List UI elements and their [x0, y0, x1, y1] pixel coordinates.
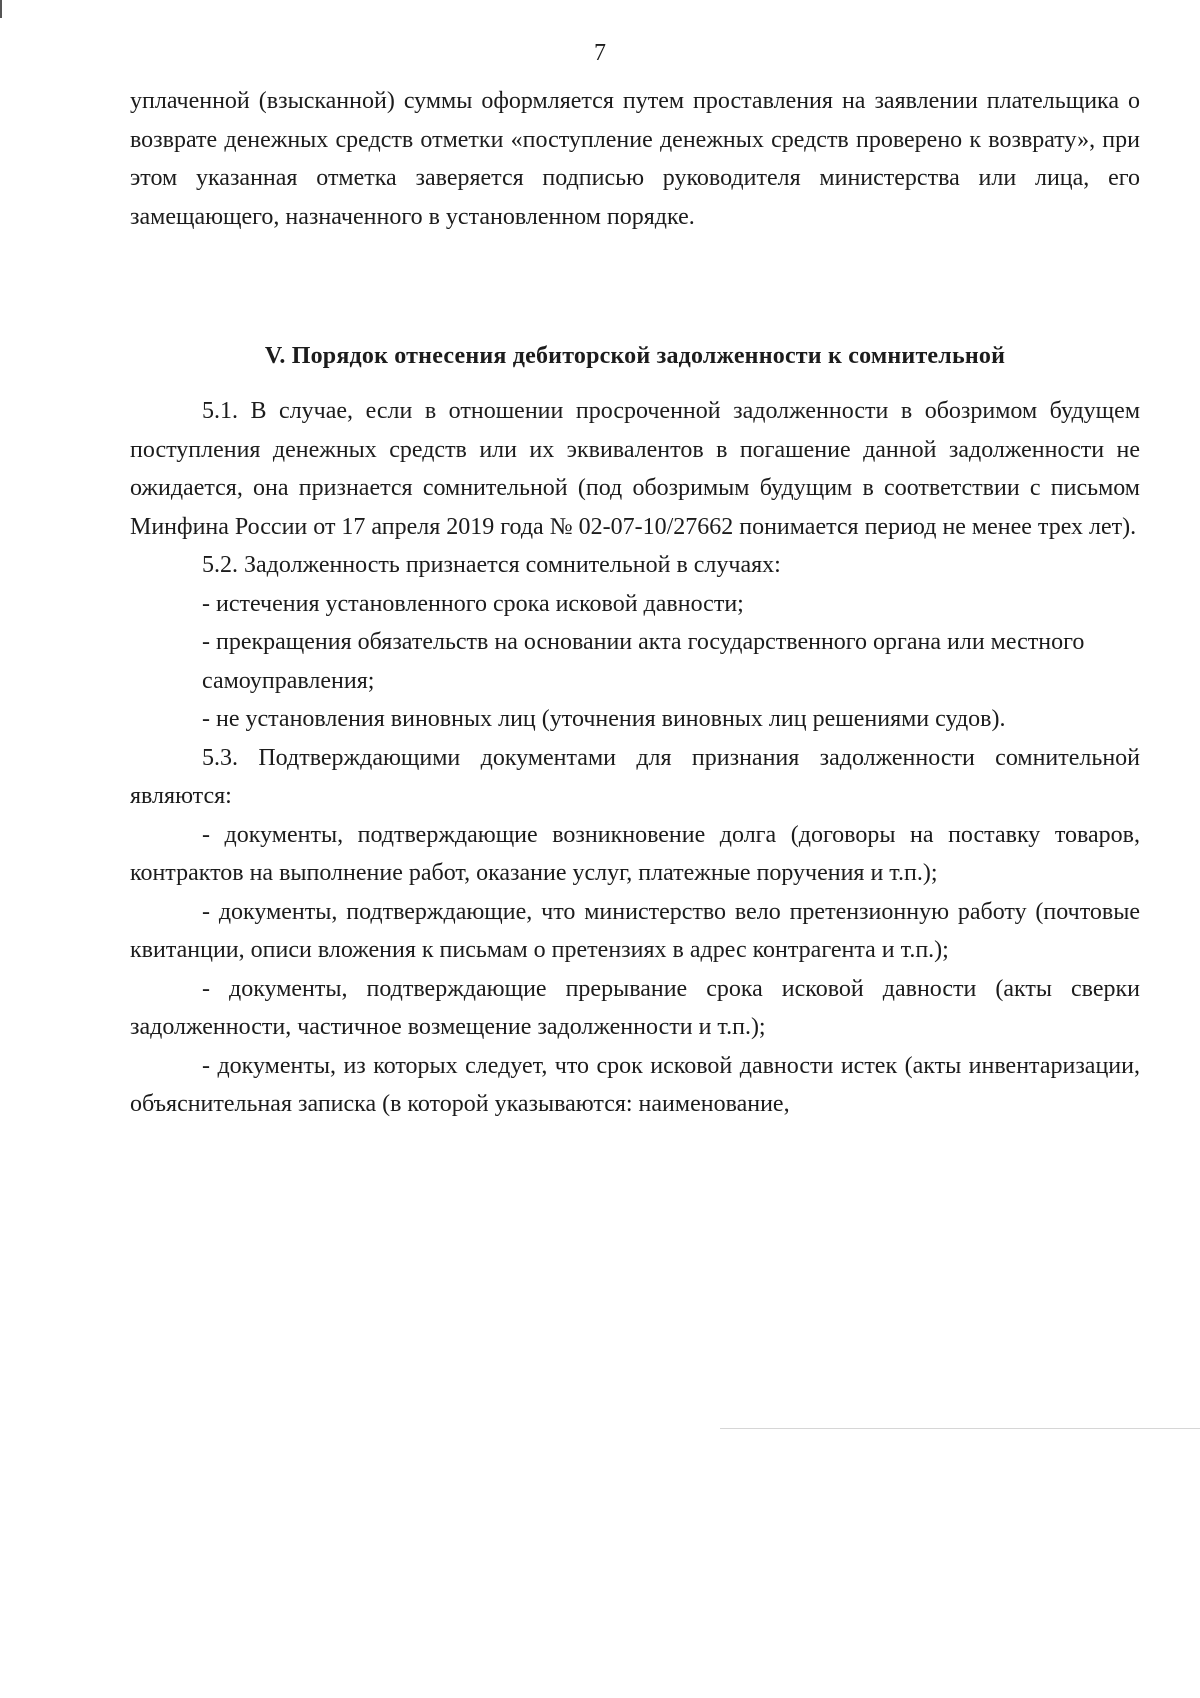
- list-item: - документы, подтверждающие, что министерство вело претензионную работу (почтовые квитанции, описи вложения к письмам о претензиях в адрес контрагента и т.п.);: [130, 898, 1140, 963]
- paragraph-5-3: 5.3. Подтверждающими документами для признания задолженности сомнительной являются:: [130, 744, 1140, 809]
- page-number: 7: [594, 40, 606, 66]
- list-item: - истечения установленного срока исковой давности;: [202, 590, 744, 617]
- list-item: - не установления виновных лиц (уточнения виновных лиц решениями судов).: [202, 706, 1006, 732]
- list-item: - документы, подтверждающие прерывание срока исковой давности (акты сверки задолженности, частичное возмещение задолженности и т.п.);: [130, 975, 1140, 1040]
- scan-artifact-mark: [0, 0, 2, 18]
- list-item: - прекращения обязательств на основании акта государственного органа или местного самоуправления;: [202, 629, 1085, 694]
- list-item: - документы, подтверждающие возникновение долга (договоры на поставку товаров, контрактов на выполнение работ, оказание услуг, платежные поручения и т.п.);: [130, 821, 1140, 886]
- paragraph-5-1: 5.1. В случае, если в отношении просроченной задолженности в обозримом будущем поступления денежных средств или их эквивалентов в погашение данной задолженности не ожидается, она признается сомнительной (под обозримым будущим в соответствии с письмом Минфина России от 17 апреля 2019 года № 02-07-10/27662 понимается период не менее трех лет).: [130, 398, 1140, 540]
- list-item: - документы, из которых следует, что срок исковой давности истек (акты инвентаризации, объяснительная записка (в которой указываются: наименование,: [130, 1052, 1140, 1117]
- intro-paragraph: уплаченной (взысканной) суммы оформляется путем проставления на заявлении плательщика о возврате денежных средств отметки «поступление денежных средств проверено к возврату», при этом указанная отметка заверяется подписью руководителя министерства или лица, его замещающего, назначенного в установленном порядке.: [130, 88, 1140, 230]
- scan-artifact-line: [720, 1428, 1200, 1429]
- section-body: [130, 392, 1140, 1124]
- paragraph-5-2: 5.2. Задолженность признается сомнительной в случаях:: [202, 552, 781, 578]
- section-heading: V. Порядок отнесения дебиторской задолженности к сомнительной: [264, 343, 1006, 369]
- intro-paragraph-block: [130, 82, 1140, 236]
